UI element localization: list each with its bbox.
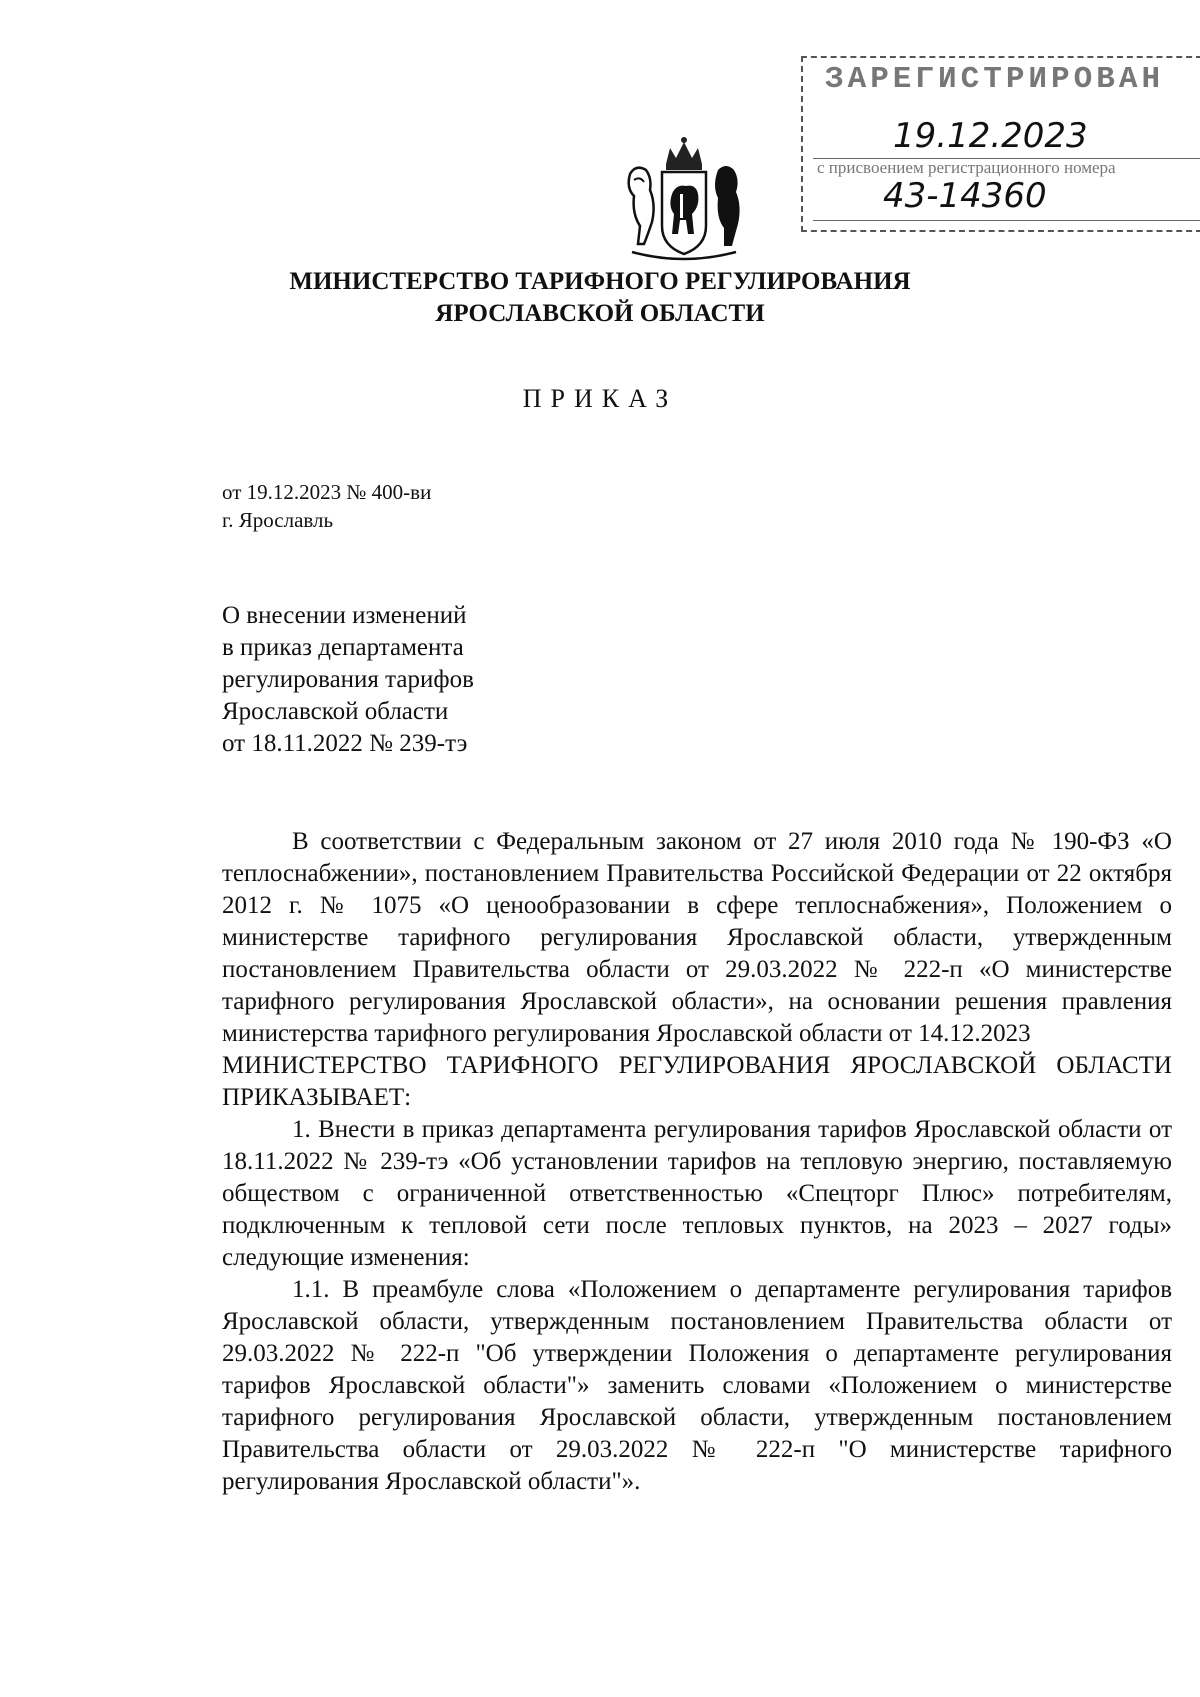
subject-line: Ярославской области	[222, 698, 449, 725]
document-type: ПРИКАЗ	[522, 384, 678, 413]
stamp-divider	[813, 220, 1200, 221]
subject-line: в приказ департамента	[222, 634, 464, 661]
stamp-registration-number: 43-14360	[883, 176, 1047, 216]
subject-line: от 18.11.2022 № 239-тэ	[222, 730, 468, 757]
coat-of-arms-icon	[622, 134, 746, 266]
stamp-note: с присвоением регистрационного номера	[817, 158, 1116, 177]
order-body	[222, 826, 1172, 1498]
order-date-number: от 19.12.2023 № 400-ви	[222, 480, 432, 504]
order-subject	[222, 600, 474, 760]
preamble-paragraph: В соответствии с Федеральным законом от 27 июля 2010 года № 190-ФЗ «О теплоснабжении», постановлением Правительства Российской Федерации от 22 октября 2012 г. № 1075 «О ценообразовании в сфере теплоснабжения», Положением о министерстве тарифного регулирования Ярославской области, утвержденным постановлением Правительства области от 29.03.2022 № 222-п «О министерстве тарифного регулирования Ярославской области», на основании решения правления министерства тарифного регулирования Ярославской области от 14.12.2023	[222, 828, 1172, 1047]
stamp-title: ЗАРЕГИСТРИРОВАН	[825, 62, 1165, 97]
subject-line: О внесении изменений	[222, 602, 467, 629]
subject-line: регулирования тарифов	[222, 666, 474, 693]
item-1-1-paragraph: 1.1. В преамбуле слова «Положением о департаменте регулирования тарифов Ярославской области, утвержденным постановлением Правительства области от 29.03.2022 № 222-п "Об утверждении Положения о департаменте регулирования тарифов Ярославской области"» заменить словами «Положением о министерстве тарифного регулирования Ярославской области, утвержденным постановлением Правительства области от 29.03.2022 № 222-п "О министерстве тарифного регулирования Ярославской области"».	[222, 1276, 1172, 1495]
ministry-name-line1: МИНИСТЕРСТВО ТАРИФНОГО РЕГУЛИРОВАНИЯ	[289, 268, 911, 295]
ministry-name-line2: ЯРОСЛАВСКОЙ ОБЛАСТИ	[435, 300, 765, 327]
item-1-paragraph: 1. Внести в приказ департамента регулирования тарифов Ярославской области от 18.11.2022 № 239-тэ «Об установлении тарифов на тепловую энергию, поставляемую обществом с ограниченной ответственностью «Спецторг Плюс» потребителям, подключенным к тепловой сети после тепловых пунктов, на 2023 – 2027 годы» следующие изменения:	[222, 1116, 1172, 1271]
registration-stamp	[801, 56, 1200, 232]
orders-statement: МИНИСТЕРСТВО ТАРИФНОГО РЕГУЛИРОВАНИЯ ЯРОСЛАВСКОЙ ОБЛАСТИ ПРИКАЗЫВАЕТ:	[222, 1052, 1172, 1111]
order-city: г. Ярославль	[222, 508, 334, 532]
stamp-date: 19.12.2023	[893, 116, 1088, 156]
